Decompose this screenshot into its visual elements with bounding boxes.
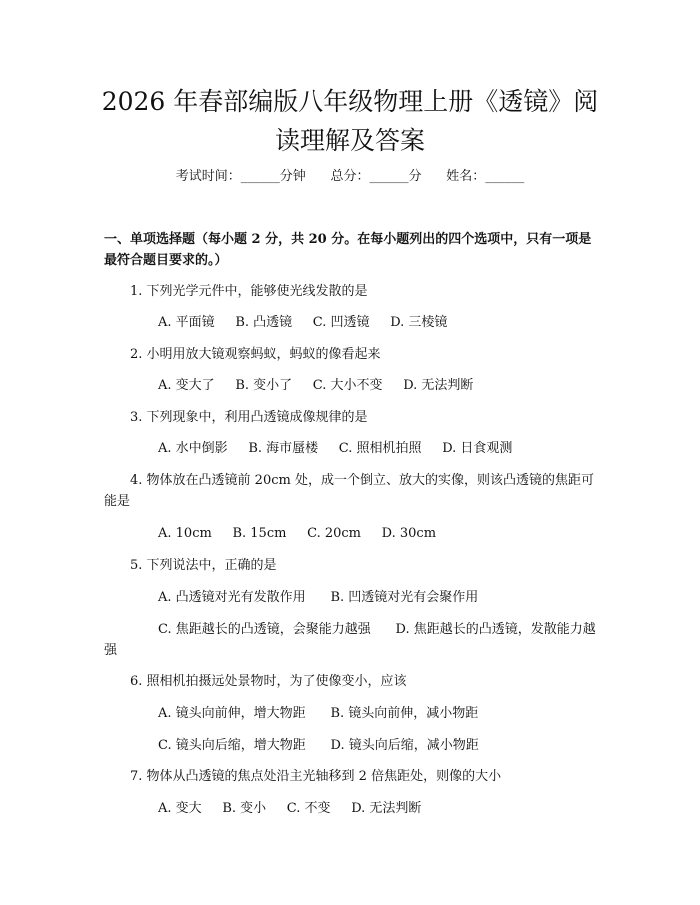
- question-stem: 3. 下列现象中，利用凸透镜成像规律的是: [130, 410, 368, 425]
- question-stem: 5. 下列说法中，正确的是: [130, 558, 277, 573]
- question-options: A. 凸透镜对光有发散作用 B. 凹透镜对光有会聚作用: [158, 590, 479, 605]
- exam-info-line: 考试时间：______分钟 总分：______分 姓名：______: [175, 169, 525, 184]
- question-options: C. 焦距越长的凸透镜，会聚能力越强 D. 焦距越长的凸透镜，发散能力越强: [104, 622, 596, 658]
- question-stem: 6. 照相机拍摄远处景物时，为了使像变小，应该: [130, 674, 407, 689]
- question-stem: 1. 下列光学元件中，能够使光线发散的是: [130, 284, 368, 299]
- question-options: C. 镜头向后缩，增大物距 D. 镜头向后缩，减小物距: [158, 738, 479, 753]
- question-stem: 2. 小明用放大镜观察蚂蚁，蚂蚁的像看起来: [130, 347, 381, 362]
- section-heading: 一、单项选择题（每小题 2 分，共 20 分。在每小题列出的四个选项中，只有一项是最符合题目要求的。）: [104, 232, 592, 268]
- question-stem: 7. 物体从凸透镜的焦点处沿主光轴移到 2 倍焦距处，则像的大小: [130, 769, 502, 784]
- question-stem: 4. 物体放在凸透镜前 20cm 处，成一个倒立、放大的实像，则该凸透镜的焦距可能是: [104, 473, 594, 509]
- question-options: A. 平面镜 B. 凸透镜 C. 凹透镜 D. 三棱镜: [158, 315, 448, 330]
- question-options: A. 变大 B. 变小 C. 不变 D. 无法判断: [158, 801, 422, 816]
- question-options: A. 水中倒影 B. 海市蜃楼 C. 照相机拍照 D. 日食观测: [158, 441, 513, 456]
- question-options: A. 变大了 B. 变小了 C. 大小不变 D. 无法判断: [158, 378, 474, 393]
- question-options: A. 10cm B. 15cm C. 20cm D. 30cm: [158, 526, 437, 541]
- question-options: A. 镜头向前伸，增大物距 B. 镜头向前伸，减小物距: [158, 706, 479, 721]
- document-title: 2026 年春部编版八年级物理上册《透镜》阅读理解及答案: [101, 87, 599, 155]
